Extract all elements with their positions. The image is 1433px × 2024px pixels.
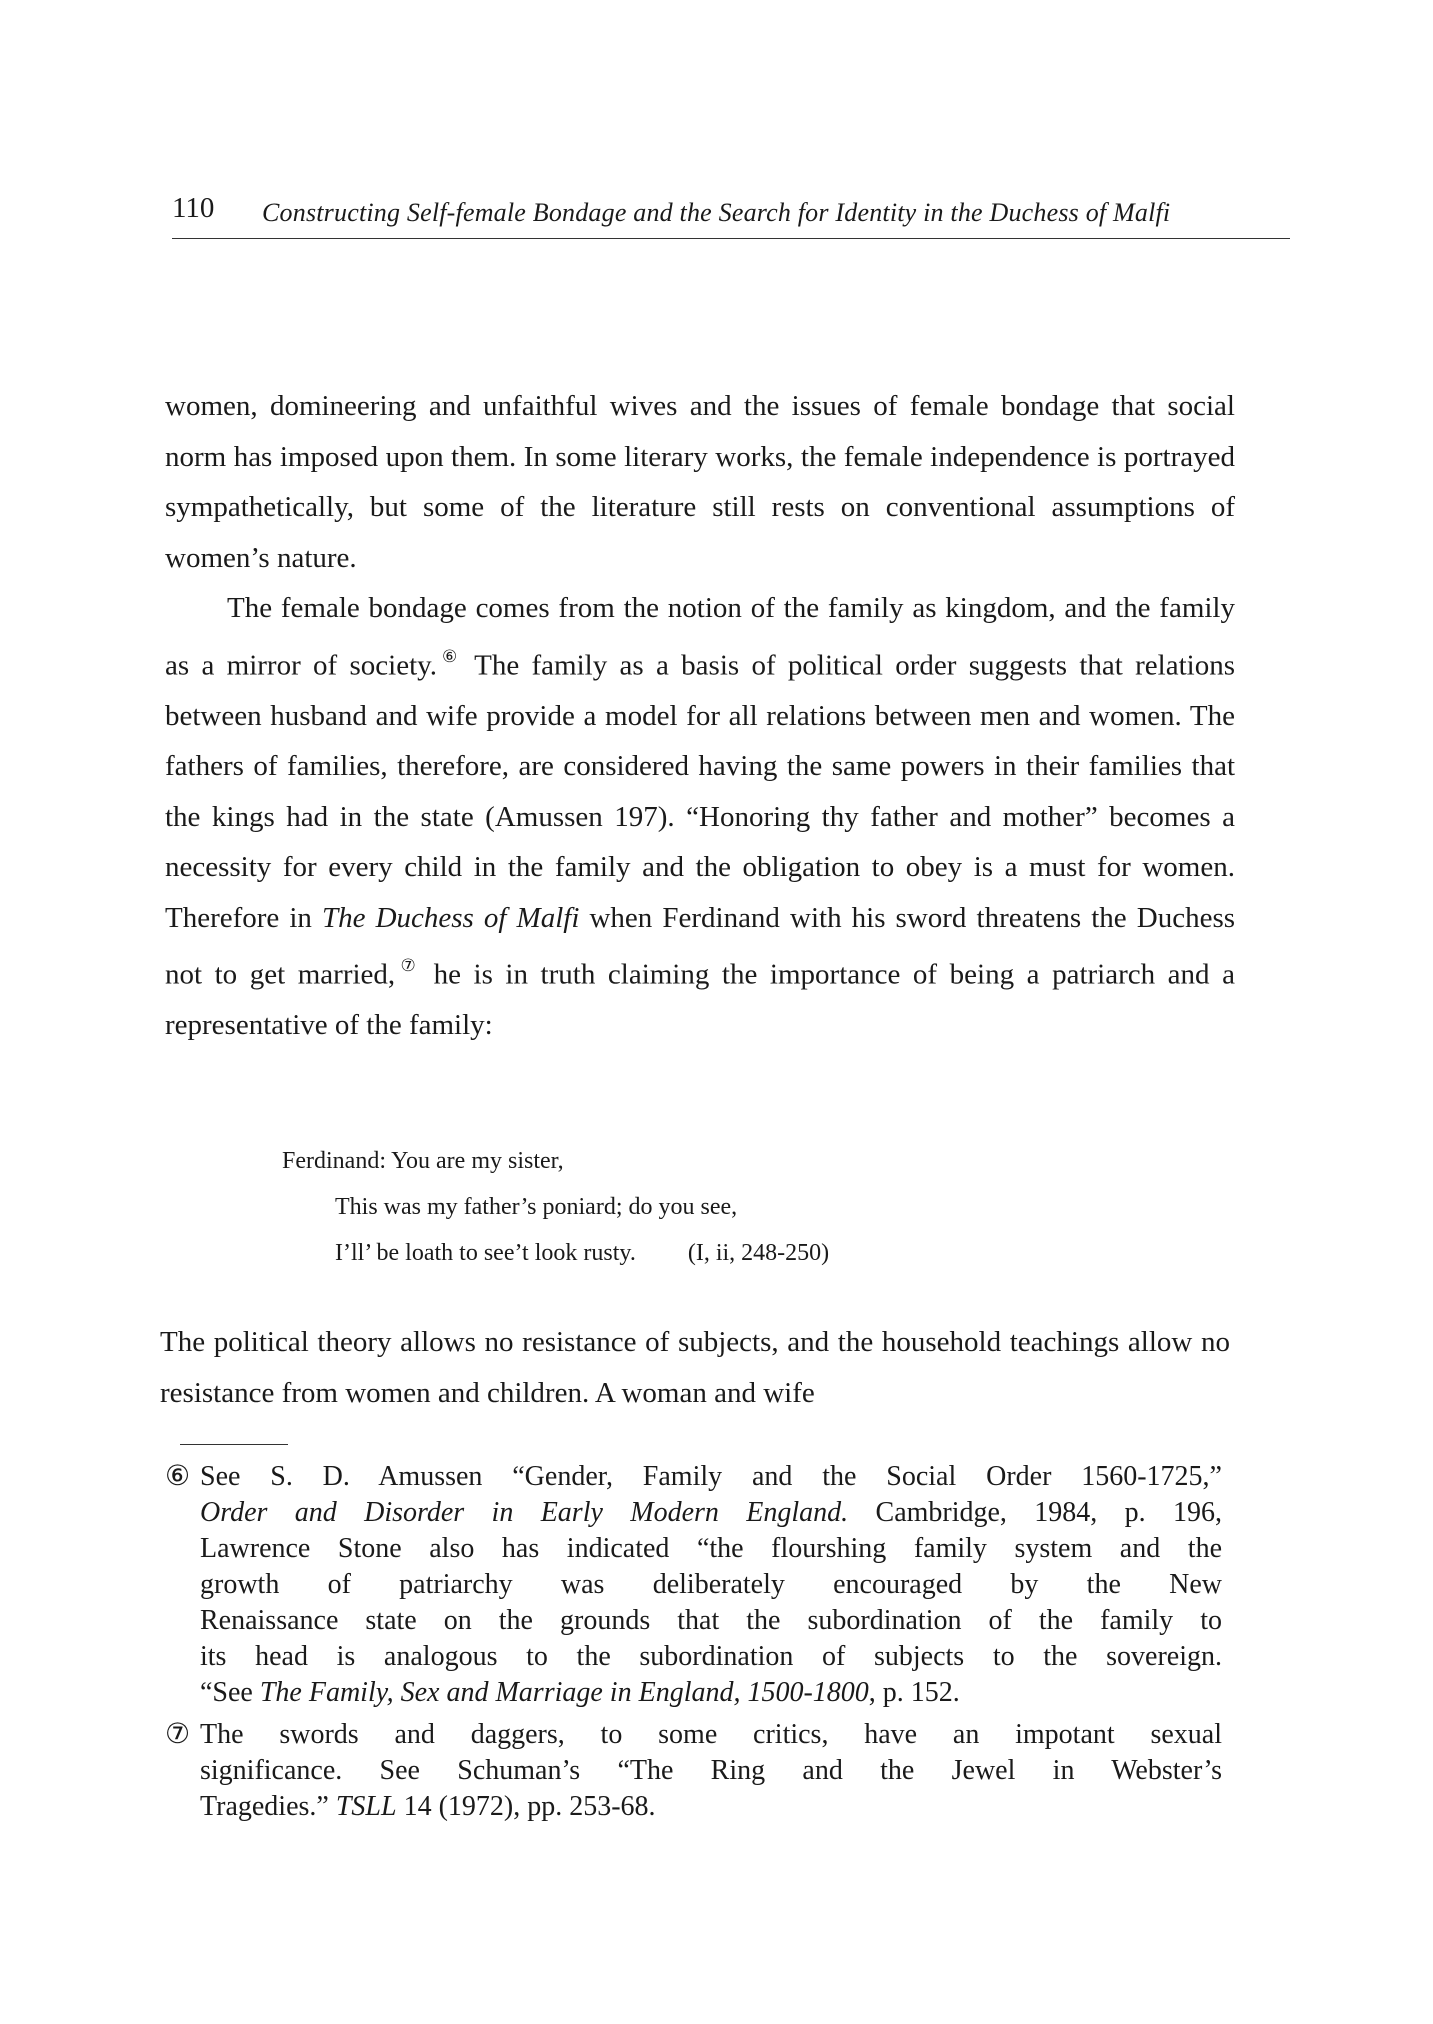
footnote-7-line-2: significance. See Schuman’s “The Ring and the Jewel in Webster’s <box>200 1755 1222 1786</box>
footnote-6-line-5: Renaissance state on the grounds that the subordination of the family to <box>200 1605 1222 1636</box>
footnote-ref-7[interactable]: ⑦ <box>395 956 422 976</box>
quote-line-2: This was my father’s poniard; do you see, <box>335 1194 738 1220</box>
footnote-6-stone-title: The Family, Sex and Marriage in England, 1500-1800 <box>259 1677 869 1708</box>
footnotes <box>165 1459 1222 1831</box>
footnote-6-line-4: growth of patriarchy was deliberately encouraged by the New <box>200 1569 1222 1600</box>
p2-text-c: when Ferdinand with his sword threatens the Duchess not to get married, <box>165 901 1236 991</box>
paragraph-1: women, domineering and unfaithful wives and the issues of female bondage that social norm has imposed upon them. In some literary works, the female independence is portrayed sympathetically, but some of the literature still rests on conventional assumptions of women’s nature. <box>165 390 1235 574</box>
p2-text-d: he is in truth claiming the importance of being a patriarch and a representative of the family: <box>165 958 1235 1042</box>
page-number: 110 <box>172 192 215 224</box>
footnote-6-line-7-post: , p. 152. <box>868 1677 960 1708</box>
footnote-ref-6[interactable]: ⑥ <box>437 646 463 666</box>
p2-text-a: The female bondage comes from the notion of the family as kingdom, and the family as a mirror of society. <box>165 592 1235 682</box>
quote-line-3-text: I’ll’ be loath to see’t look rusty. <box>335 1240 636 1266</box>
footnote-7-line-3 <box>200 1789 1222 1825</box>
body-text-2 <box>160 1317 1230 1419</box>
footnote-6-mark: ⑥ <box>165 1461 191 1492</box>
footnote-7-mark: ⑦ <box>165 1719 191 1750</box>
quote-line-1: Ferdinand: You are my sister, <box>282 1148 564 1174</box>
footnote-6-line-7-pre: “See <box>200 1677 260 1708</box>
running-title: Constructing Self-female Bondage and the Search for Identity in the Duchess of Malfi <box>262 198 1171 227</box>
p2-text-b: The family as a basis of political order suggests that relations between husband and wife provide a model for all relations between men and women. The fathers of families, therefore, are considered having the same powers in their families that the kings had in the state (Amussen 197). “Honoring thy father and mother” becomes a necessity for every child in the family and the obligation to obey is a must for women. Therefore in <box>165 649 1235 934</box>
footnote-7-line-3-post: 14 (1972), pp. 253-68. <box>396 1791 656 1822</box>
footnote-7-journal: TSLL <box>335 1791 397 1822</box>
footnote-6-line-3: Lawrence Stone also has indicated “the flourshing family system and the <box>200 1533 1222 1564</box>
body-text <box>165 381 1235 1051</box>
footnote-6-line-2-rest: Cambridge, 1984, p. 196, <box>848 1497 1223 1528</box>
footnote-7-line-1: The swords and daggers, to some critics, have an impotant sexual <box>200 1719 1222 1750</box>
footnote-6-line-7 <box>200 1675 1222 1711</box>
paragraph-3: The political theory allows no resistance of subjects, and the household teachings allow no resistance from women and children. A woman and wife <box>160 1326 1230 1409</box>
running-header <box>172 190 1290 239</box>
footnote-divider <box>180 1444 288 1445</box>
paragraph-2 <box>165 583 1235 1051</box>
footnote-6-line-6: its head is analogous to the subordination of subjects to the sovereign. <box>200 1641 1222 1672</box>
p2-play-title: The Duchess of Malfi <box>322 901 580 934</box>
footnote-6-line-2 <box>200 1495 1222 1531</box>
footnote-6-line-1: See S. D. Amussen “Gender, Family and the Social Order 1560-1725,” <box>200 1461 1222 1492</box>
footnote-7-line-3-pre: Tragedies.” <box>200 1791 336 1822</box>
footnote-6 <box>165 1459 1222 1711</box>
footnote-7 <box>165 1717 1222 1825</box>
quote-line-3 <box>282 1230 1082 1276</box>
block-quote <box>282 1138 1082 1276</box>
footnote-6-book-title: Order and Disorder in Early Modern England. <box>200 1497 849 1528</box>
quote-citation: (I, ii, 248-250) <box>687 1240 830 1266</box>
